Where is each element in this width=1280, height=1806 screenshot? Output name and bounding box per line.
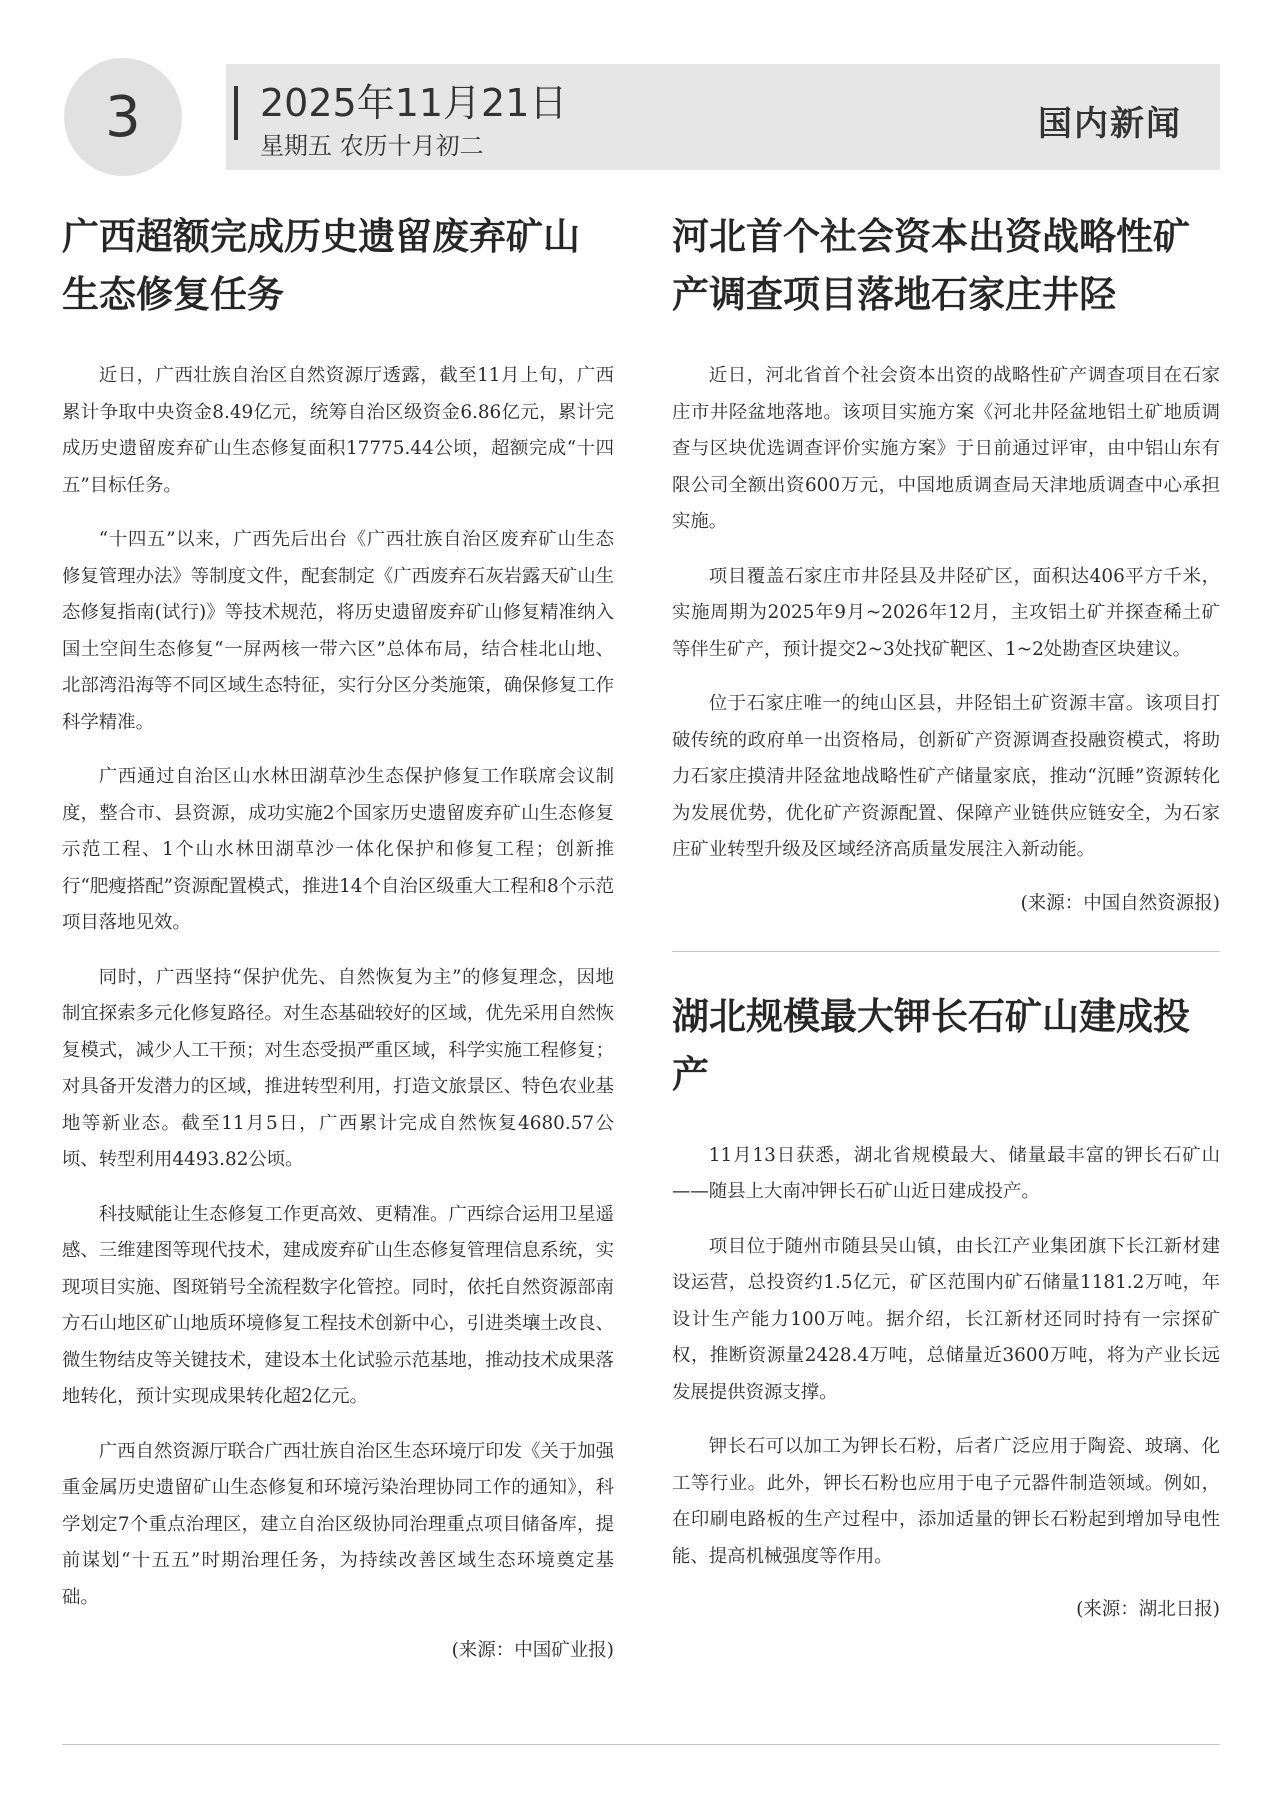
weekday-lunar-date: 星期五 农历十月初二 [260,132,484,160]
article-headline: 湖北规模最大钾长石矿山建成投产 [672,994,1190,1096]
section-title: 国内新闻 [1038,104,1182,144]
issue-date: 2025年11月21日 [260,81,568,125]
article-paragraph: 广西自然资源厅联合广西壮族自治区生态环境厅印发《关于加强重金属历史遗留矿山生态修复和环境污染治理协同工作的通知》，科学划定7个重点治理区，建立自治区级协同治理重点项目储备库，提前谋划“十五五”时期治理任务，为持续改善区域生态环境奠定基础。 [62,1440,614,1608]
page-number: 3 [105,84,141,150]
article-source: (来源：湖北日报) [1076,1599,1220,1620]
article-paragraph: “十四五”以来，广西先后出台《广西壮族自治区废弃矿山生态修复管理办法》等制度文件，配套制定《广西废弃石灰岩露天矿山生态修复指南(试行)》等技术规范，将历史遗留废弃矿山修复精准纳入国土空间生态修复“一屏两核一带六区”总体布局，结合桂北山地、北部湾沿海等不同区域生态特征，实行分区分类施策，确保修复工作科学精准。 [62,529,614,733]
footer-rule [62,1744,1220,1745]
article-paragraph: 近日，河北省首个社会资本出资的战略性矿产调查项目在石家庄市井陉盆地落地。该项目实施方案《河北井陉盆地铝土矿地质调查与区块优选调查评价实施方案》于日前通过评审，由中铝山东有限公司全额出资600万元，中国地质调查局天津地质调查中心承担实施。 [672,365,1220,532]
article-paragraph: 广西通过自治区山水林田湖草沙生态保护修复工作联席会议制度，整合市、县资源，成功实施2个国家历史遗留废弃矿山生态修复示范工程、1个山水林田湖草沙一体化保护和修复工程；创新推行“肥瘦搭配”资源配置模式，推进14个自治区级重大工程和8个示范项目落地见效。 [62,766,614,933]
article-paragraph: 同时，广西坚持“保护优先、自然恢复为主”的修复理念，因地制宜探索多元化修复路径。对生态基础较好的区域，优先采用自然恢复模式，减少人工干预；对生态受损严重区域，科学实施工程修复；对具备开发潜力的区域，推进转型利用，打造文旅景区、特色农业基地等新业态。截至11月5日，广西累计完成自然恢复4680.57公顷、转型利用4493.82公顷。 [62,966,614,1170]
article-source: (来源：中国矿业报) [451,1640,614,1661]
article-paragraph: 位于石家庄唯一的纯山区县，井陉铝土矿资源丰富。该项目打破传统的政府单一出资格局，创新矿产资源调查投融资模式，将助力石家庄摸清井陉盆地战略性矿产储量家底，推动“沉睡”资源转化为发展优势，优化矿产资源配置、保障产业链供应链安全，为石家庄矿业转型升级及区域经济高质量发展注入新动能。 [672,693,1220,860]
page-number-badge [64,58,182,176]
article-hebei [672,208,1220,921]
right-column [672,208,1220,1627]
article-hubei [672,988,1220,1628]
article-paragraph: 项目覆盖石家庄市井陉县及井陉矿区，面积达406平方千米，实施周期为2025年9月~2026年12月，主攻铝土矿并探查稀土矿等伴生矿产，预计提交2~3处找矿靶区、1~2处勘查区块建议。 [672,565,1220,660]
article-paragraph: 科技赋能让生态修复工作更高效、更精准。广西综合运用卫星遥感、三维建图等现代技术，建成废弃矿山生态修复管理信息系统，实现项目实施、图斑销号全流程数字化管控。同时，依托自然资源部南方石山地区矿山地质环境修复工程技术创新中心，引进类壤土改良、微生物结皮等关键技术，建设本土化试验示范基地，推动技术成果落地转化，预计实现成果转化超2亿元。 [62,1203,614,1407]
left-column [62,208,614,1668]
header-divider [234,86,238,140]
article-paragraph: 近日，广西壮族自治区自然资源厅透露，截至11月上旬，广西累计争取中央资金8.49亿元，统筹自治区级资金6.86亿元，累计完成历史遗留废弃矿山生态修复面积17775.44公顷，超额完成“十四五”目标任务。 [62,365,614,496]
article-paragraph: 11月13日获悉，湖北省规模最大、储量最丰富的钾长石矿山——随县上大南冲钾长石矿山近日建成投产。 [672,1144,1220,1202]
article-paragraph: 钾长石可以加工为钾长石粉，后者广泛应用于陶瓷、玻璃、化工等行业。此外，钾长石粉也应用于电子元器件制造领域。例如，在印刷电路板的生产过程中，添加适量的钾长石粉起到增加导电性能、提高机械强度等作用。 [672,1436,1220,1567]
article-source: (来源：中国自然资源报) [1020,892,1220,914]
article-headline: 河北首个社会资本出资战略性矿产调查项目落地石家庄井陉 [672,215,1190,316]
article-guangxi [62,208,614,1668]
article-divider [672,951,1220,952]
article-headline: 广西超额完成历史遗留废弃矿山生态修复任务 [62,215,580,316]
article-paragraph: 项目位于随州市随县吴山镇，由长江产业集团旗下长江新材建设运营，总投资约1.5亿元，矿区范围内矿石储量1181.2万吨，年设计生产能力100万吨。据介绍，长江新材还同时持有一宗探矿权，推断资源量2428.4万吨，总储量近3600万吨，将为产业长远发展提供资源支撑。 [672,1235,1220,1403]
